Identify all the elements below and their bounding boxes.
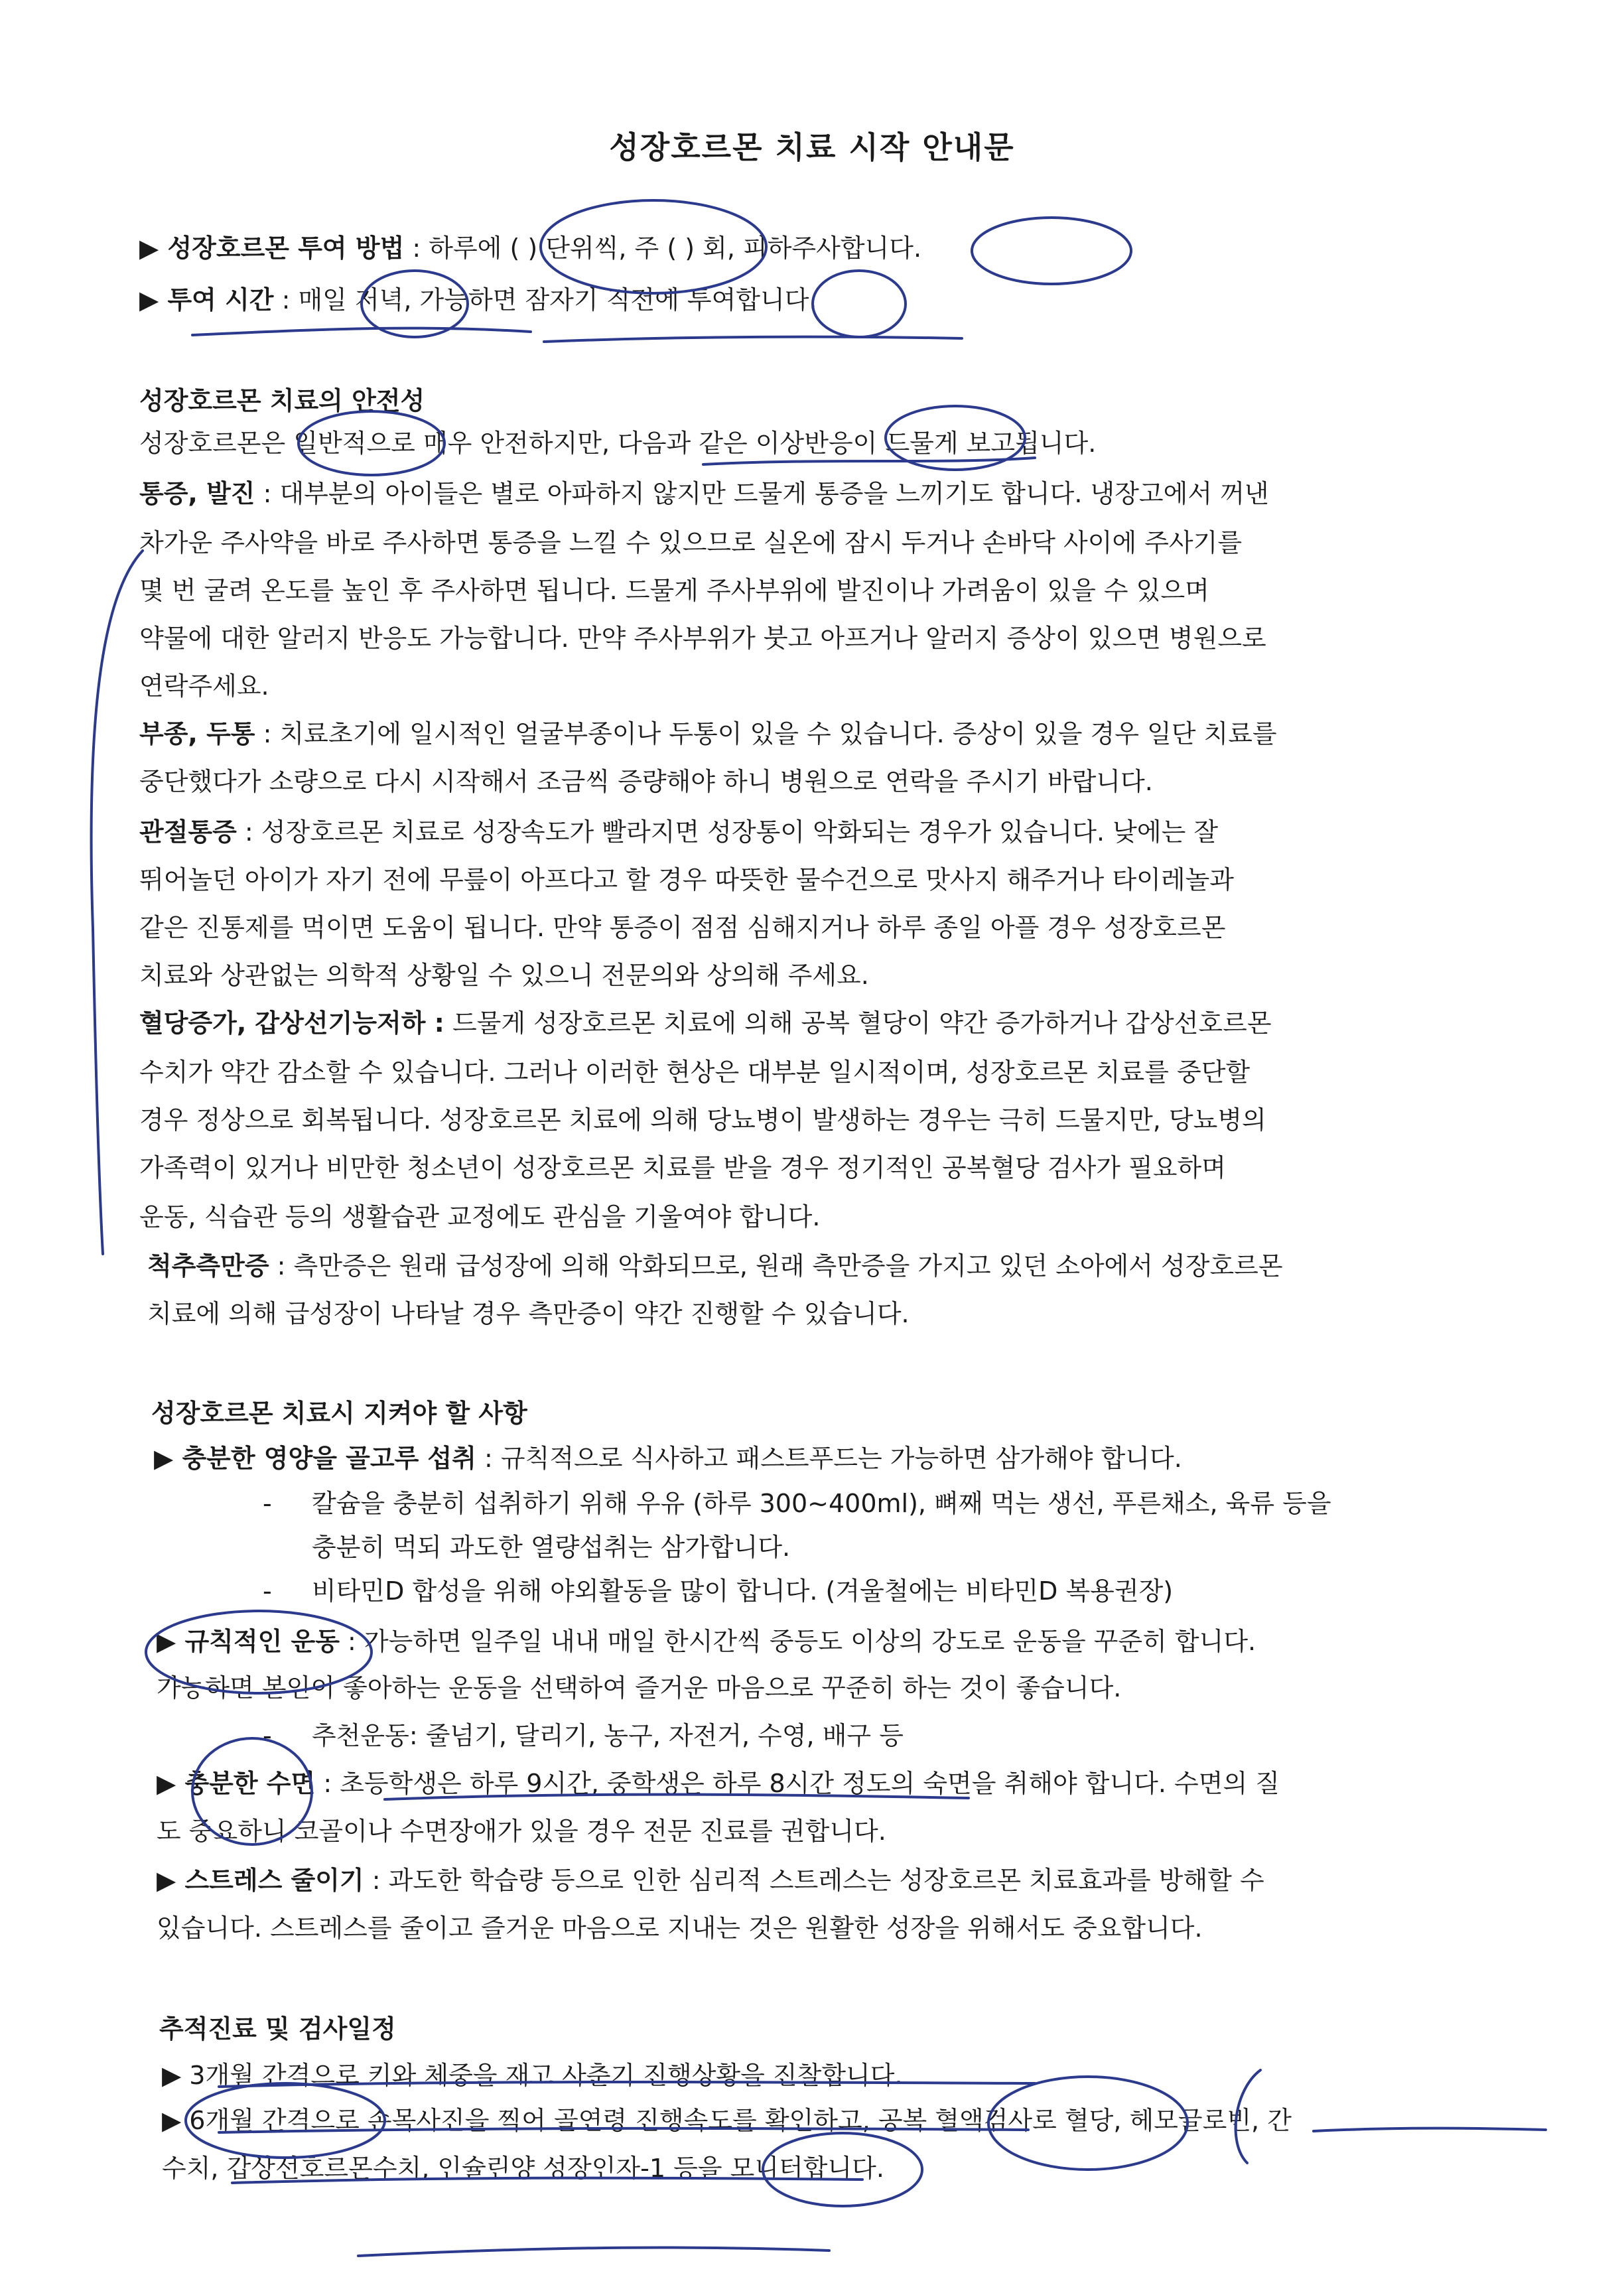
stress-label: ▶ 스트레스 줄이기 bbox=[157, 1866, 364, 1895]
joint-label: 관절통증 bbox=[139, 817, 237, 847]
pain-line-5: 연락주세요. bbox=[139, 671, 269, 701]
glucose-line-1 bbox=[139, 1005, 1272, 1042]
dosage-line bbox=[139, 230, 921, 267]
glucose-line-3: 경우 정상으로 회복됩니다. 성장호르몬 치료에 의해 당뇨병이 발생하는 경우는 극히 드물지만, 당뇨병의 bbox=[139, 1105, 1266, 1135]
pen-underline-hemoglobin bbox=[1314, 2128, 1546, 2131]
exercise-line-2: 가능하면 본인이 좋아하는 운동을 선택하여 즐거운 마음으로 꾸준히 하는 것이 좋습니다. bbox=[157, 1673, 1122, 1702]
page-title: 성장호르몬 치료 시작 안내문 bbox=[609, 129, 1015, 165]
scoliosis-line-2: 치료에 의해 급성장이 나타날 경우 측만증이 약간 진행할 수 있습니다. bbox=[147, 1299, 910, 1328]
pain-label: 통증, 발진 bbox=[139, 479, 255, 508]
sleep-text-1: : 초등학생은 하루 9시간, 중학생은 하루 8시간 정도의 숙면을 취해야 합니다. 수면의 질 bbox=[315, 1769, 1280, 1798]
followup-item-2-line-1: ▶ 6개월 간격으로 손목사진을 찍어 골연령 진행속도를 확인하고, 공복 혈액검사로 혈당, 헤모글로빈, 간 bbox=[162, 2106, 1292, 2135]
exercise-sub-dash: - bbox=[263, 1721, 272, 1750]
pen-underline-bedtime bbox=[544, 337, 962, 342]
nutrition-sub2: 비타민D 합성을 위해 야외활동을 많이 합니다. (겨울철에는 비타민D 복용권장) bbox=[312, 1576, 1174, 1606]
nutrition-label: ▶ 충분한 영양을 골고루 섭취 bbox=[154, 1444, 476, 1473]
glucose-line-4: 가족력이 있거나 비만한 청소년이 성장호르몬 치료를 받을 경우 정기적인 공복혈당 검사가 필요하며 bbox=[139, 1153, 1226, 1182]
followup-item-2-line-2: 수치, 갑상선호르몬수치, 인슐린양 성장인자-1 등을 모니터합니다. bbox=[162, 2154, 884, 2183]
scoliosis-line-1 bbox=[147, 1247, 1283, 1285]
sleep-line-1 bbox=[157, 1765, 1280, 1802]
nutrition-line bbox=[154, 1440, 1182, 1477]
sleep-line-2: 도 중요하니 코골이나 수면장애가 있을 경우 전문 진료를 권합니다. bbox=[157, 1817, 886, 1846]
joint-line-4: 치료와 상관없는 의학적 상황일 수 있으니 전문의와 상의해 주세요. bbox=[139, 961, 869, 990]
exercise-line-1 bbox=[157, 1623, 1256, 1660]
dosage-label: ▶ 성장호르몬 투여 방법 bbox=[139, 234, 405, 263]
joint-line-1 bbox=[139, 813, 1218, 851]
nutrition-sub2-dash: - bbox=[263, 1576, 272, 1606]
glucose-label: 혈당증가, 갑상선기능저하 : bbox=[139, 1008, 444, 1038]
timing-line bbox=[139, 281, 817, 318]
pen-margin-line bbox=[92, 551, 143, 1254]
pain-line-4: 약물에 대한 알러지 반응도 가능합니다. 만약 주사부위가 붓고 아프거나 알러지 증상이 있으면 병원으로 bbox=[139, 624, 1266, 653]
stress-line-1 bbox=[157, 1862, 1264, 1899]
edema-text-1: : 치료초기에 일시적인 얼굴부종이나 두통이 있을 수 있습니다. 증상이 있을 경우 일단 치료를 bbox=[255, 719, 1277, 748]
pen-underline-timing bbox=[192, 328, 531, 335]
joint-line-2: 뛰어놀던 아이가 자기 전에 무릎이 아프다고 할 경우 따뜻한 물수건으로 맛사지 해주거나 타이레놀과 bbox=[139, 865, 1234, 894]
rules-heading: 성장호르몬 치료시 지켜야 할 사항 bbox=[151, 1399, 527, 1428]
stress-line-2: 있습니다. 스트레스를 줄이고 즐거운 마음으로 지내는 것은 원활한 성장을 위해서도 중요합니다. bbox=[157, 1913, 1203, 1943]
pain-line-3: 몇 번 굴려 온도를 높인 후 주사하면 됩니다. 드물게 주사부위에 발진이나 가려움이 있을 수 있으며 bbox=[139, 576, 1209, 605]
exercise-text-1: : 가능하면 일주일 내내 매일 한시간씩 중등도 이상의 강도로 운동을 꾸준히 합니다. bbox=[339, 1627, 1256, 1656]
pen-circle-administer bbox=[813, 271, 906, 337]
pen-bottom-stroke bbox=[358, 2247, 829, 2256]
edema-label: 부종, 두통 bbox=[139, 719, 255, 748]
safety-heading: 성장호르몬 치료의 안전성 bbox=[139, 386, 425, 415]
nutrition-text: : 규칙적으로 식사하고 패스트푸드는 가능하면 삼가해야 합니다. bbox=[476, 1444, 1182, 1473]
nutrition-sub1-line-1: 칼슘을 충분히 섭취하기 위해 우유 (하루 300~400ml), 뼈째 먹는 생선, 푸른채소, 육류 등을 bbox=[312, 1489, 1331, 1518]
timing-text: : 매일 저녁, 가능하면 잠자기 직전에 투여합니다. bbox=[273, 285, 817, 314]
pain-text-1: : 대부분의 아이들은 별로 아파하지 않지만 드물게 통증을 느끼기도 합니다. 냉장고에서 꺼낸 bbox=[255, 479, 1269, 508]
sleep-label: ▶ 충분한 수면 bbox=[157, 1769, 316, 1798]
glucose-text-1: 드물게 성장호르몬 치료에 의해 공복 혈당이 약간 증가하거나 갑상선호르몬 bbox=[444, 1008, 1272, 1038]
followup-heading: 추적진료 및 검사일정 bbox=[159, 2014, 396, 2044]
edema-line-2: 중단했다가 소량으로 다시 시작해서 조금씩 증량해야 하니 병원으로 연락을 주시기 바랍니다. bbox=[139, 767, 1153, 796]
dosage-text: : 하루에 ( ) 단위씩, 주 ( ) 회, 피하주사합니다. bbox=[404, 234, 922, 263]
safety-intro: 성장호르몬은 일반적으로 매우 안전하지만, 다음과 같은 이상반응이 드물게 보고됩니다. bbox=[139, 429, 1097, 458]
nutrition-sub1-dash: - bbox=[263, 1489, 272, 1518]
edema-line-1 bbox=[139, 715, 1277, 752]
timing-label: ▶ 투여 시간 bbox=[139, 285, 274, 314]
pen-circle-injection bbox=[972, 218, 1131, 284]
nutrition-sub1-line-2: 충분히 먹되 과도한 열량섭취는 삼가합니다. bbox=[312, 1533, 791, 1562]
glucose-line-5: 운동, 식습관 등의 생활습관 교정에도 관심을 기울여야 합니다. bbox=[139, 1202, 821, 1231]
joint-line-3: 같은 진통제를 먹이면 도움이 됩니다. 만약 통증이 점점 심해지거나 하루 종일 아플 경우 성장호르몬 bbox=[139, 913, 1226, 942]
stress-text-1: : 과도한 학습량 등으로 인한 심리적 스트레스는 성장호르몬 치료효과를 방해할 수 bbox=[364, 1866, 1264, 1895]
pain-line-2: 차가운 주사약을 바로 주사하면 통증을 느낄 수 있으므로 실온에 잠시 두거나 손바닥 사이에 주사기를 bbox=[139, 528, 1243, 557]
exercise-label: ▶ 규칙적인 운동 bbox=[157, 1627, 340, 1656]
scoliosis-text-1: : 측만증은 원래 급성장에 의해 악화되므로, 원래 측만증을 가지고 있던 소아에서 성장호르몬 bbox=[269, 1251, 1283, 1281]
followup-item-1: ▶ 3개월 간격으로 키와 체중을 재고 사춘기 진행상황을 진찰합니다. bbox=[162, 2061, 903, 2090]
glucose-line-2: 수치가 약간 감소할 수 있습니다. 그러나 이러한 현상은 대부분 일시적이며, 성장호르몬 치료를 중단할 bbox=[139, 1058, 1251, 1087]
pain-line-1 bbox=[139, 475, 1269, 512]
scoliosis-label: 척추측만증 bbox=[147, 1251, 269, 1281]
exercise-sub: 추천운동: 줄넘기, 달리기, 농구, 자전거, 수영, 배구 등 bbox=[312, 1721, 904, 1750]
joint-text-1: : 성장호르몬 치료로 성장속도가 빨라지면 성장통이 악화되는 경우가 있습니다. 낮에는 잘 bbox=[236, 817, 1219, 847]
